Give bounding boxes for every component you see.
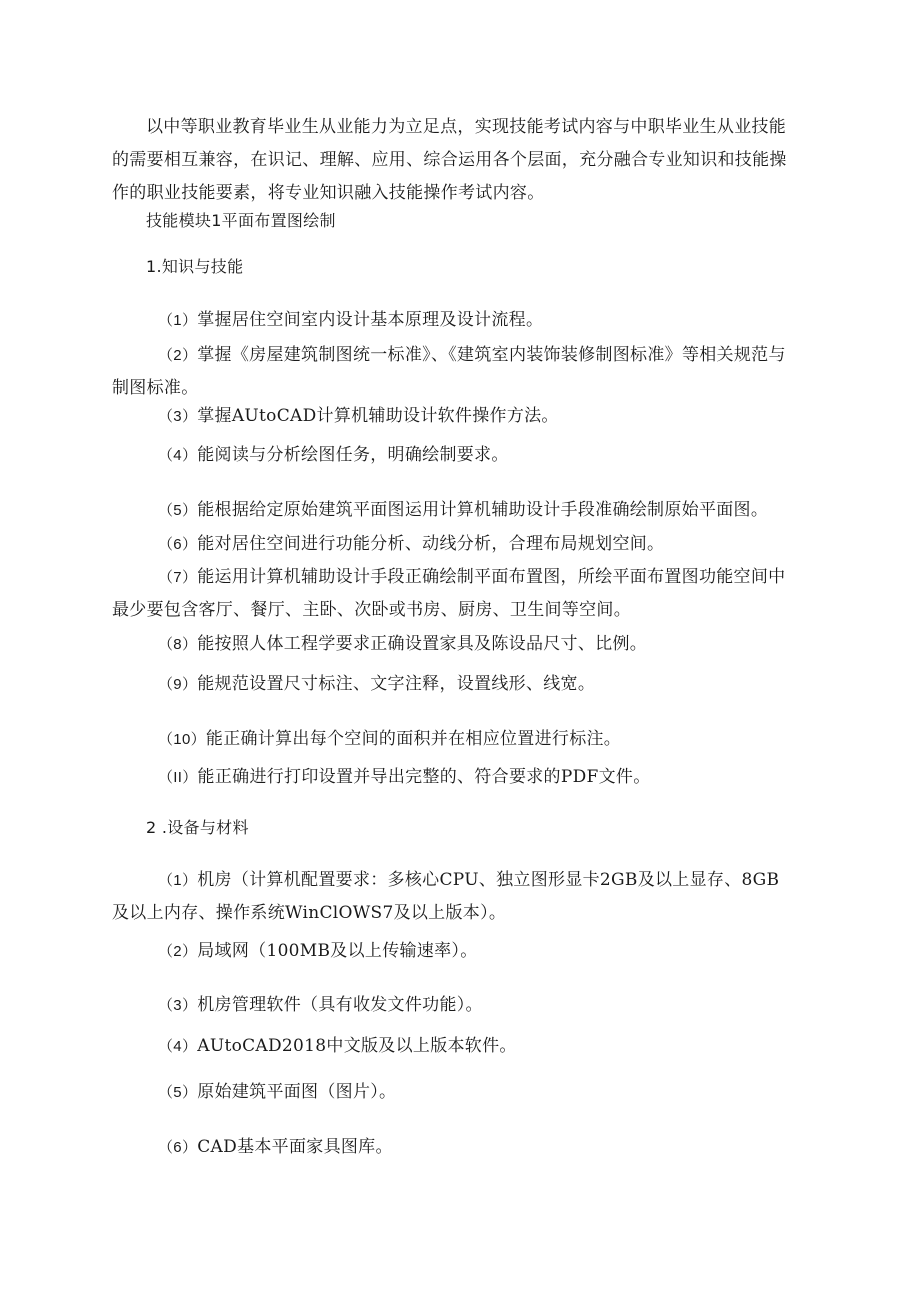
list-item xyxy=(158,1136,393,1159)
item-text: 能正确计算出每个空间的面积并在相应位置进行标注。 xyxy=(205,729,622,749)
section-1-title: 1.知识与技能 xyxy=(146,257,244,276)
item-number: （4） xyxy=(158,1038,198,1055)
item-text: 能正确进行打印设置并导出完整的、符合要求的PDF文件。 xyxy=(197,767,651,787)
item-text: 局域网（100MB及以上传输速率）。 xyxy=(197,941,478,961)
item-number: （2） xyxy=(158,347,198,364)
list-item xyxy=(158,766,651,789)
item-text: 能运用计算机辅助设计手段正确绘制平面布置图，所绘平面布置图功能空间中最少要包含客厅、餐厅、主卧、次卧或书房、厨房、卫生间等空间。 xyxy=(112,567,786,620)
item-text: AUtoCAD2018中文版及以上版本软件。 xyxy=(197,1036,517,1056)
list-item xyxy=(158,994,483,1017)
item-text: 能对居住空间进行功能分析、动线分析，合理布局规划空间。 xyxy=(197,534,665,554)
list-item xyxy=(112,339,792,405)
item-number: （10） xyxy=(158,731,206,748)
list-item xyxy=(158,405,559,428)
item-text: 机房（计算机配置要求：多核心CPU、独立图形显卡2GB及以上显存、8GB及以上内存、操作系统WinClOWS7及以上版本）。 xyxy=(112,870,780,923)
item-text: 机房管理软件（具有收发文件功能）。 xyxy=(197,995,483,1015)
item-number: （3） xyxy=(158,408,198,425)
item-number: （9） xyxy=(158,676,198,693)
item-text: 能阅读与分析绘图任务，明确绘制要求。 xyxy=(197,445,509,465)
item-number: （3） xyxy=(158,997,198,1014)
list-item xyxy=(158,1035,517,1058)
item-number: （6） xyxy=(158,536,198,553)
list-item xyxy=(158,533,664,556)
item-number: （2） xyxy=(158,943,198,960)
list-item xyxy=(158,728,621,751)
list-item xyxy=(158,940,478,963)
intro-paragraph: 以中等职业教育毕业生从业能力为立足点，实现技能考试内容与中职毕业生从业技能的需要相互兼容，在识记、理解、应用、综合运用各个层面，充分融合专业知识和技能操作的职业技能要素，将专业知识融入技能操作考试内容。 xyxy=(112,117,787,203)
list-item xyxy=(158,309,543,332)
list-item xyxy=(112,561,792,627)
item-text: CAD基本平面家具图库。 xyxy=(197,1137,393,1157)
module-title: 技能模块1平面布置图绘制 xyxy=(146,211,336,230)
item-number: （7） xyxy=(158,569,198,586)
list-item xyxy=(158,444,509,467)
item-text: 能按照人体工程学要求正确设置家具及陈设品尺寸、比例。 xyxy=(197,634,648,654)
list-item xyxy=(158,673,595,696)
list-item xyxy=(158,499,768,522)
item-text: 掌握居住空间室内设计基本原理及设计流程。 xyxy=(197,310,544,330)
item-text: 原始建筑平面图（图片）。 xyxy=(197,1082,397,1102)
item-text: 掌握AUtoCAD计算机辅助设计软件操作方法。 xyxy=(197,406,559,426)
item-number: （4） xyxy=(158,447,198,464)
item-number: （6） xyxy=(158,1139,198,1156)
list-item xyxy=(158,1081,396,1104)
item-number: （1） xyxy=(158,312,198,329)
list-item xyxy=(158,633,647,656)
item-number: （1） xyxy=(158,872,198,889)
item-number: （5） xyxy=(158,502,198,519)
list-item xyxy=(112,864,792,930)
section-2-title: 2 .设备与材料 xyxy=(146,818,249,837)
item-text: 掌握《房屋建筑制图统一标准》、《建筑室内装饰装修制图标准》等相关规范与制图标准。 xyxy=(112,345,786,398)
item-number: （8） xyxy=(158,636,198,653)
item-text: 能根据给定原始建筑平面图运用计算机辅助设计手段准确绘制原始平面图。 xyxy=(197,500,769,520)
item-number: （II） xyxy=(158,769,198,786)
item-text: 能规范设置尺寸标注、文字注释，设置线形、线宽。 xyxy=(197,674,596,694)
item-number: （5） xyxy=(158,1084,198,1101)
